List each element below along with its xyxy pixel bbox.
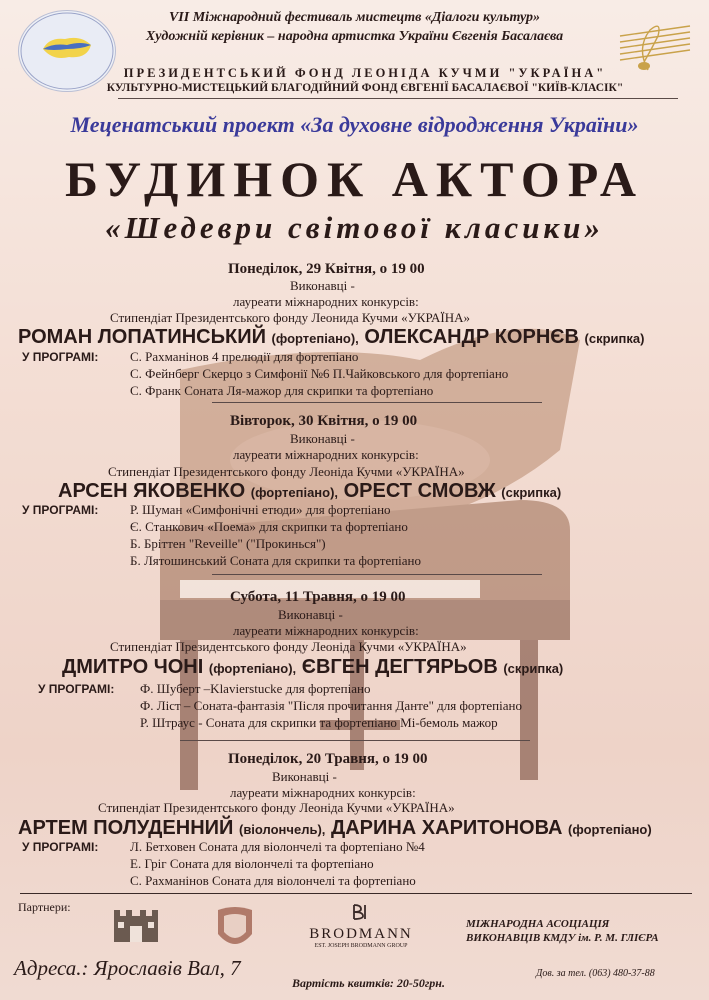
performer-name: АРТЕМ ПОЛУДЕННИЙ <box>18 817 234 839</box>
performer-instrument: (фортепіано), <box>250 485 339 500</box>
fund-name-1: ПРЕЗИДЕНТСЬКИЙ ФОНД ЛЕОНІДА КУЧМИ "УКРАЇНА" <box>123 66 607 80</box>
performer-name: ДАРИНА ХАРИТОНОВА <box>330 817 563 839</box>
performer-name: АРСЕН ЯКОВЕНКО <box>58 480 246 502</box>
program-item: С. Франк Соната Ля-мажор для скрипки та фортепіано <box>130 383 434 398</box>
program-label: У ПРОГРАМІ: <box>38 682 115 696</box>
concert-date: Вівторок, 30 Квітня, о 19 00 <box>230 413 418 429</box>
brodmann-logo <box>306 903 416 950</box>
performer-name: ОЛЕКСАНДР КОРНЄВ <box>364 326 579 348</box>
partner-emblem-logo-icon <box>212 904 258 956</box>
laureates-label: лауреати міжнародних конкурсів: <box>233 294 419 309</box>
performers-line <box>18 326 644 349</box>
scholarship-label: Стипендіат Президентського фонду Леоніда Кучми «УКРАЇНА» <box>110 639 467 654</box>
performer-name: ОРЕСТ СМОВЖ <box>343 480 496 502</box>
program-item: Е. Гріг Соната для віолончелі та фортепіано <box>130 856 374 871</box>
performer-instrument: (скрипка) <box>501 485 562 500</box>
project-title: Меценатський проект «За духовне відродження України» <box>70 112 639 137</box>
performers-label: Виконавці - <box>278 607 343 622</box>
footer-divider <box>20 893 692 894</box>
program-item: С. Фейнберг Скерцо з Симфонії №6 П.Чайковського для фортепіано <box>130 366 509 381</box>
performers-label: Виконавці - <box>290 431 355 446</box>
performer-instrument: (скрипка) <box>503 661 564 676</box>
program-item: С. Рахманінов Соната для віолончелі та фортепіано <box>130 873 416 888</box>
venue-title: БУДИНОК АКТОРА <box>65 151 644 207</box>
laureates-label: лауреати міжнародних конкурсів: <box>233 623 419 638</box>
fund-name-2: КУЛЬТУРНО-МИСТЕЦЬКИЙ БЛАГОДІЙНИЙ ФОНД ЄВГЕНІЇ БАСАЛАЄВОЇ "КИЇВ-КЛАСІК" <box>106 82 624 94</box>
performers-line <box>58 480 561 503</box>
performers-line <box>18 817 652 840</box>
partner-castle-logo-icon <box>110 904 162 946</box>
divider <box>180 740 530 741</box>
performer-instrument: (фортепіано) <box>568 822 652 837</box>
concert-date: Понеділок, 29 Квітня, о 19 00 <box>228 261 425 277</box>
performers-label: Виконавці - <box>272 769 337 784</box>
association-line-1: МІЖНАРОДНА АСОЦІАЦІЯ <box>466 918 610 930</box>
festival-title: VII Міжнародний фестиваль мистецтв «Діалоги культур» <box>168 10 541 25</box>
divider <box>118 98 678 99</box>
concert-date: Субота, 11 Травня, о 19 00 <box>230 589 406 605</box>
address: Адреса.: Ярославів Вал, 7 <box>14 956 241 980</box>
performer-name: ДМИТРО ЧОНІ <box>62 656 204 678</box>
program-item: Р. Штраус - Соната для скрипки та фортепіано Мі-бемоль мажор <box>140 715 498 730</box>
divider <box>212 402 542 403</box>
performers-line <box>62 656 563 679</box>
program-item: Б. Бріттен "Reveille" ("Прокинься") <box>130 536 326 551</box>
scholarship-label: Стипендіат Президентського фонду Леоніда Кучми «УКРАЇНА» <box>98 800 455 815</box>
divider <box>212 574 542 575</box>
performer-name: ЄВГЕН ДЕГТЯРЬОВ <box>301 656 498 678</box>
brodmann-text: BRODMANN <box>309 926 413 942</box>
program-item: Є. Станкович «Поема» для скрипки та фортепіано <box>130 519 408 534</box>
association-line-2: ВИКОНАВЦІВ КМДУ ім. Р. М. ГЛІЄРА <box>466 932 659 944</box>
program-label: У ПРОГРАМІ: <box>22 840 99 854</box>
program-label: У ПРОГРАМІ: <box>22 503 99 517</box>
phone: Дов. за тел. (063) 480-37-88 <box>536 968 655 979</box>
performer-instrument: (фортепіано), <box>271 331 359 346</box>
performer-instrument: (фортепіано), <box>208 661 297 676</box>
scholarship-label: Стипендіат Президентського фонду Леоніда Кучми «УКРАЇНА» <box>108 464 465 479</box>
program-item: Ф. Шуберт –Klavierstucke для фортепіано <box>140 681 371 696</box>
scholarship-label: Стипендіат Президентського фонду Леонида Кучми «УКРАЇНА» <box>110 310 471 325</box>
laureates-label: лауреати міжнародних конкурсів: <box>233 447 419 462</box>
program-item: Ф. Ліст – Соната-фантазія "Після прочитання Данте" для фортепіано <box>140 698 522 713</box>
partners-label: Партнери: <box>18 900 71 914</box>
program-item: Р. Шуман «Симфонічні етюди» для фортепіано <box>130 502 391 517</box>
performer-name: РОМАН ЛОПАТИНСЬКИЙ <box>18 326 266 348</box>
performers-label: Виконавці - <box>290 278 355 293</box>
program-item: Л. Бетховен Соната для віолончелі та фортепіано №4 <box>130 839 425 854</box>
laureates-label: лауреати міжнародних конкурсів: <box>230 785 416 800</box>
brodmann-monogram-icon <box>351 903 371 921</box>
performer-instrument: (скрипка) <box>584 331 645 346</box>
brodmann-subtext: EST. JOSEPH BRODMANN GROUP <box>314 943 408 949</box>
program-item: Б. Лятошинський Соната для скрипки та фортепіано <box>130 553 422 568</box>
ticket-price: Вартість квитків: 20-50грн. <box>292 976 445 990</box>
artistic-director: Художній керівник – народна артистка України Євгенія Басалаєва <box>145 29 564 44</box>
program-item: С. Рахманінов 4 прелюдії для фортепіано <box>130 349 359 364</box>
series-title: «Шедеври світової класики» <box>105 210 604 245</box>
program-label: У ПРОГРАМІ: <box>22 350 99 364</box>
concert-date: Понеділок, 20 Травня, о 19 00 <box>228 751 428 767</box>
performer-instrument: (віолончель), <box>238 822 326 837</box>
